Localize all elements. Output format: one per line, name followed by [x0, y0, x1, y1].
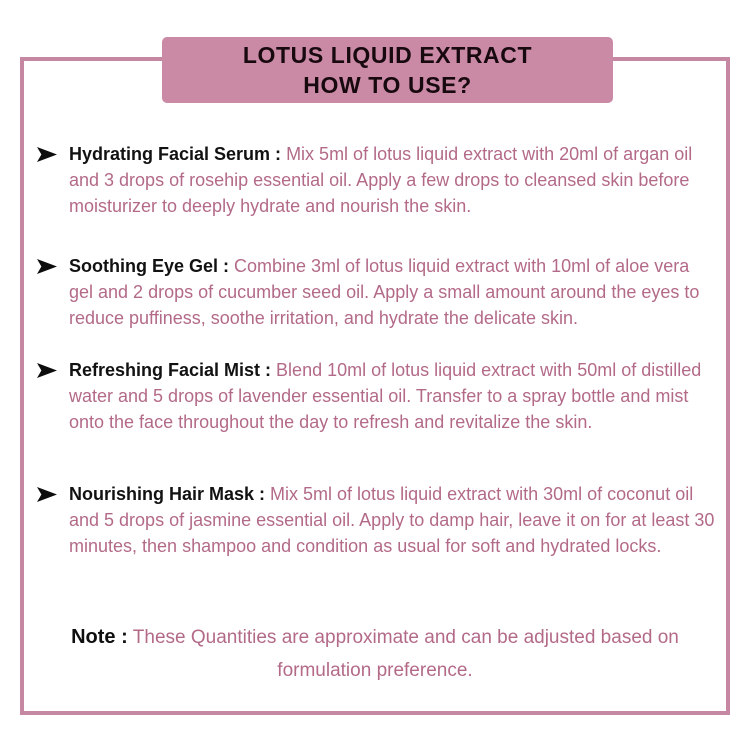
instruction-text: [69, 141, 717, 219]
instruction-item-refreshing-facial-mist: [37, 357, 717, 435]
note-label: Note :: [71, 626, 128, 648]
arrow-bullet-icon: [37, 487, 57, 502]
title-banner: [162, 37, 613, 103]
instruction-heading: Soothing Eye Gel :: [69, 256, 230, 276]
instruction-text: [69, 253, 717, 331]
instruction-heading: Hydrating Facial Serum :: [69, 144, 282, 164]
instruction-item-hydrating-facial-serum: [37, 141, 717, 219]
arrow-bullet-icon: [37, 147, 57, 162]
instruction-item-nourishing-hair-mask: [37, 481, 717, 559]
title-line-2: HOW TO USE?: [303, 72, 472, 98]
instruction-heading: Nourishing Hair Mask :: [69, 484, 266, 504]
instruction-body: Mix 5ml of lotus liquid extract with 20ml of argan oil and 3 drops of rosehip essential oil. Apply a few drops to cleansed skin before moisturizer to deeply hydrate and nourish the skin.: [69, 144, 693, 216]
instruction-heading: Refreshing Facial Mist :: [69, 360, 272, 380]
title-line-1: LOTUS LIQUID EXTRACT: [242, 42, 533, 68]
arrow-bullet-icon: [37, 363, 57, 378]
instruction-body: Combine 3ml of lotus liquid extract with 10ml of aloe vera gel and 2 drops of cucumber seed oil. Apply a small amount around the eyes to reduce puffiness, soothe irritation, and hydrate the delicate skin.: [69, 256, 700, 328]
instruction-text: [69, 481, 717, 559]
note-body: These Quantities are approximate and can be adjusted based on formulation preference.: [132, 627, 679, 681]
instruction-body: Blend 10ml of lotus liquid extract with 50ml of distilled water and 5 drops of lavender essential oil. Transfer to a spray bottle and mist onto the face throughout the day to refresh and revitalize the skin.: [69, 360, 702, 432]
instruction-text: [69, 357, 717, 435]
note-section: [42, 621, 708, 687]
instruction-item-soothing-eye-gel: [37, 253, 717, 331]
arrow-bullet-icon: [37, 259, 57, 274]
instruction-body: Mix 5ml of lotus liquid extract with 30ml of coconut oil and 5 drops of jasmine essential oil. Apply to damp hair, leave it on for at least 30 minutes, then shampoo and condition as usual for soft and hydrated locks.: [69, 484, 715, 556]
